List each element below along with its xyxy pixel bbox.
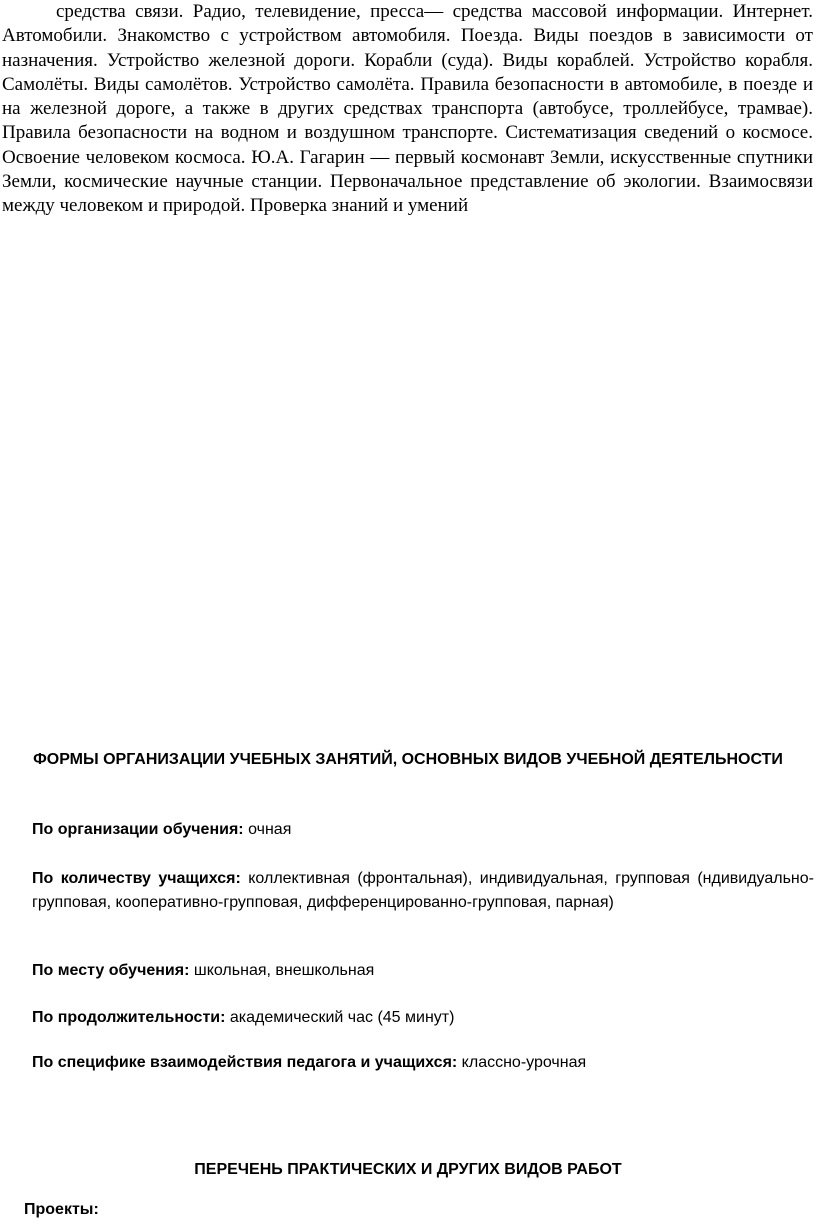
form-item-label: По продолжительности:	[32, 1009, 226, 1026]
form-item-value: классно-урочная	[457, 1054, 587, 1071]
form-item-organization	[32, 818, 814, 842]
form-item-place	[32, 959, 814, 983]
form-item-label: По специфике взаимодействия педагога и учащихся:	[32, 1054, 458, 1071]
form-item-student-count	[32, 867, 814, 915]
forms-section-heading: ФОРМЫ ОРГАНИЗАЦИИ УЧЕБНЫХ ЗАНЯТИЙ, ОСНОВНЫХ ВИДОВ УЧЕБНОЙ ДЕЯТЕЛЬНОСТИ	[33, 751, 783, 768]
form-item-label: По месту обучения:	[32, 962, 190, 979]
intro-paragraph: средства связи. Радио, телевидение, пресса— средства массовой информации. Интернет. Автомобили. Знакомство с устройством автомобиля. Поезда. Виды поездов в зависимости от назначения. Устройство железной дороги. Корабли (суда). Виды кораблей. Устройство корабля. Самолёты. Виды самолётов. Устройство самолёта. Правила безопасности в автомобиле, в поезде и на железной дороге, а также в других средствах транспорта (автобусе, троллейбусе, трамвае). Правила безопасности на водном и воздушном транспорте. Систематизация сведений о космосе. Освоение человеком космоса. Ю.А. Гагарин — первый космонавт Земли, искусственные спутники Земли, космические научные станции. Первоначальное представление об экологии. Взаимосвязи между человеком и природой. Проверка знаний и умений	[2, 1, 813, 217]
form-item-value: академический час (45 минут)	[225, 1009, 455, 1026]
form-item-duration	[32, 1006, 814, 1030]
form-item-label: По организации обучения:	[32, 821, 244, 838]
form-item-value: очная	[243, 821, 292, 838]
form-item-value: школьная, внешкольная	[189, 962, 375, 979]
form-item-interaction	[32, 1051, 814, 1075]
projects-label: Проекты:	[24, 1201, 99, 1218]
works-section-heading: ПЕРЕЧЕНЬ ПРАКТИЧЕСКИХ И ДРУГИХ ВИДОВ РАБОТ	[194, 1161, 622, 1178]
form-item-label: По количеству учащихся:	[32, 870, 241, 887]
form-item-value: коллективная (фронтальная), индивидуальная, групповая (ндивидуально-групповая, кооперативно-групповая, дифференцированно-групповая, парная)	[32, 870, 814, 911]
